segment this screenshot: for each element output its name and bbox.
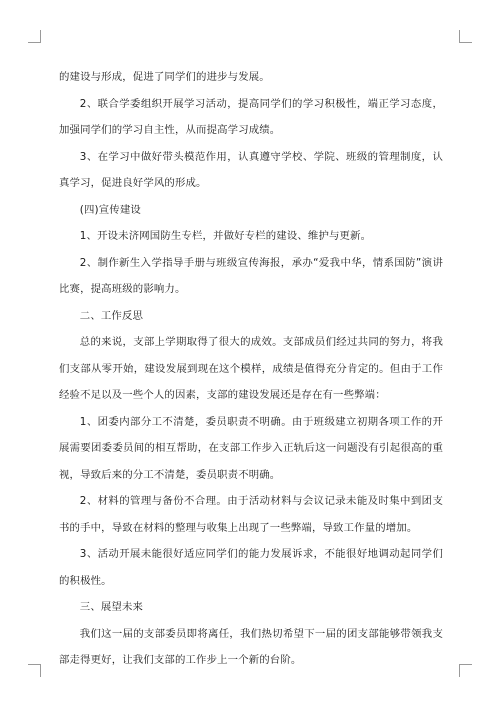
section-heading-outlook: 三、展望未来 [79,601,144,613]
section-heading-publicity: (四)宣传建设 [79,203,141,216]
paragraph-reflection-item-3: 3、活动开展未能很好适应同学们的能力发展诉求，不能很好地调动起同学们的积极性。 [59,548,443,587]
paragraph-reflection-item-1: 1、团委内部分工不清楚，委员职责不明确。由于班级建立初期各项工作的开展需要团委委员间的相互帮助，在支部工作步入正轨后这一问题没有引起很高的重视，导致后来的分工不清楚，委员职责不明确。 [59,415,443,481]
paragraph-publicity-item-1: 1、开设未济网国防生专栏，并做好专栏的建设、维护与更新。 [79,230,372,242]
paragraph-continuation: 的建设与形成，促进了同学们的进步与发展。 [59,71,270,83]
crop-mark-top-left [28,30,41,43]
paragraph-study-item-2: 2、联合学委组织开展学习活动，提高同学们的学习积极性，端正学习态度，加强同学们的学习自主性，从而提高学习成绩。 [59,97,443,136]
paragraph-reflection-item-2: 2、材料的管理与备份不合理。由于活动材料与会议记录未能及时集中到团支书的手中，导致在材料的整理与收集上出现了一些弊端，导致工作量的增加。 [59,495,443,534]
paragraph-outlook: 我们这一届的支部委员即将离任，我们热切希望下一届的团支部能够带领我支部走得更好，让我们支部的工作步上一个新的台阶。 [59,627,443,666]
paragraph-study-item-3: 3、在学习中做好带头模范作用，认真遵守学校、学院、班级的管理制度，认真学习，促进良好学风的形成。 [59,150,443,189]
crop-mark-bottom-right [459,664,472,677]
document-body [59,64,443,674]
paragraph-publicity-item-2: 2、制作新生入学指导手册与班级宣传海报，承办“爱我中华，情系国防”演讲比赛，提高班级的影响力。 [59,256,443,295]
section-heading-reflection: 二、工作反思 [79,309,144,322]
paragraph-reflection-summary: 总的来说，支部上学期取得了很大的成效。支部成员们经过共同的努力，将我们支部从零开始，建设发展到现在这个模样，成绩是值得充分肯定的。但由于工作经验不足以及一些个人的因素，支部的建设发展还是存在有一些弊端： [59,336,443,401]
crop-mark-bottom-left [28,664,41,677]
crop-mark-top-right [459,30,472,43]
